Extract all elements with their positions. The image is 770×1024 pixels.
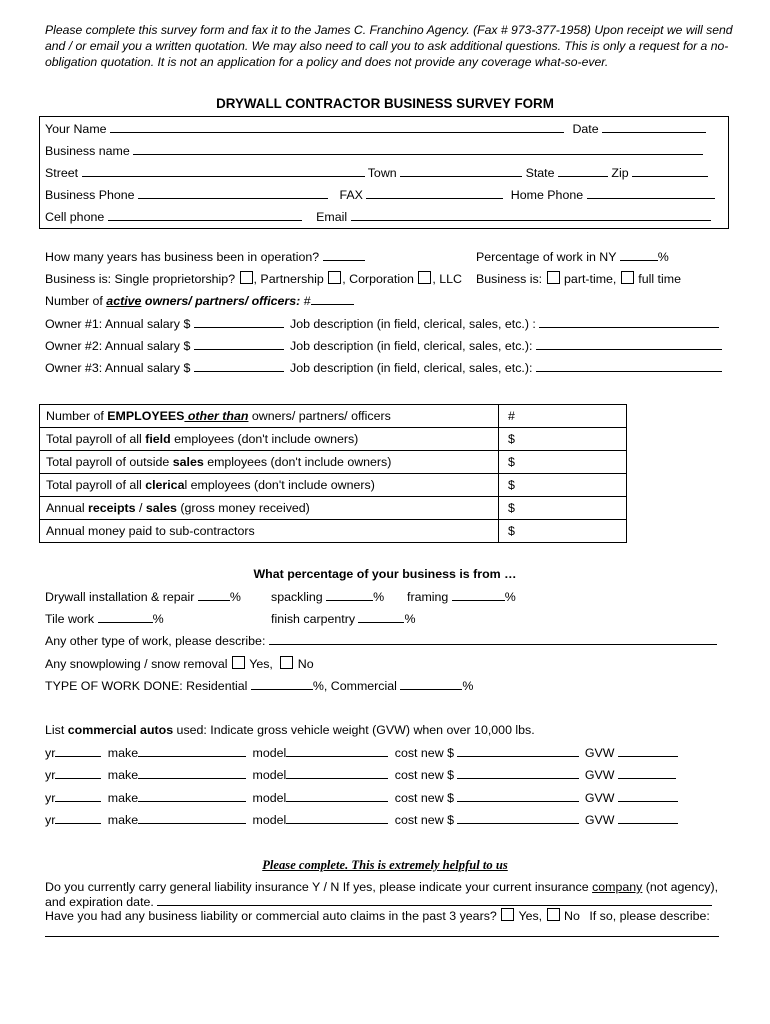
partnership-label: , Partnership <box>253 272 324 286</box>
home-phone-field[interactable] <box>587 187 715 199</box>
clerical-payroll-label: Total payroll of all clerical employees (don't include owners) <box>40 474 499 497</box>
gl-question: Do you currently carry general liability insurance Y / N If yes, please indicate your current insurance company (not agency), <box>45 880 719 894</box>
pct-symbol: % <box>462 679 474 693</box>
sole-prop-checkbox[interactable] <box>240 271 253 284</box>
business-type-row <box>45 271 462 286</box>
residential-field[interactable] <box>251 678 313 690</box>
snow-no-label: No <box>297 657 314 671</box>
pct-symbol: % <box>404 612 416 626</box>
expiration-field[interactable] <box>157 894 712 906</box>
gvw-field[interactable] <box>618 767 676 779</box>
num-owners-pre: Number of <box>45 294 107 308</box>
yr-label: yr <box>45 813 56 827</box>
employees-table <box>39 404 627 543</box>
home-phone-label: Home Phone <box>510 188 584 202</box>
owner-job-row <box>290 338 722 353</box>
cell-row <box>45 209 711 224</box>
spackling-label: spackling <box>271 590 323 604</box>
framing-row <box>407 589 516 604</box>
claims-no-checkbox[interactable] <box>547 908 560 921</box>
gvw-label: GVW <box>584 791 615 805</box>
gvw-field[interactable] <box>618 745 678 757</box>
business-name-field[interactable] <box>133 143 703 155</box>
num-owners-field[interactable] <box>311 293 354 305</box>
claims-no-label: No <box>564 909 580 923</box>
owner-salary-field[interactable] <box>194 360 284 372</box>
receipts-label: Annual receipts / sales (gross money received) <box>40 497 499 520</box>
finish-row <box>271 611 416 626</box>
expiration-label: and expiration date. <box>45 895 154 909</box>
snow-no-checkbox[interactable] <box>280 656 293 669</box>
yr-field[interactable] <box>55 790 101 802</box>
owner-job-field[interactable] <box>536 338 722 350</box>
claims-yes-checkbox[interactable] <box>501 908 514 921</box>
part-time-checkbox[interactable] <box>547 271 560 284</box>
form-title: DRYWALL CONTRACTOR BUSINESS SURVEY FORM <box>216 96 554 111</box>
years-question: How many years has business been in operation? <box>45 250 320 264</box>
part-time-label: part-time, <box>564 272 617 286</box>
claims-question: Have you had any business liability or commercial auto claims in the past 3 years? <box>45 909 497 923</box>
subcontractors-field[interactable]: $ <box>499 520 627 543</box>
cost-label: cost new $ <box>394 768 454 782</box>
pct-symbol: % <box>152 612 164 626</box>
spackling-field[interactable] <box>326 589 373 601</box>
date-label: Date <box>572 122 599 136</box>
business-phone-field[interactable] <box>138 187 328 199</box>
drywall-row <box>45 589 241 604</box>
llc-label: , LLC <box>432 272 462 286</box>
owner-job-field[interactable] <box>539 316 719 328</box>
table-row <box>40 520 627 543</box>
snow-yes-label: Yes, <box>249 657 273 671</box>
business-phone-label: Business Phone <box>45 188 135 202</box>
drywall-label: Drywall installation & repair <box>45 590 195 604</box>
num-owners-label: owners/ partners/ officers: <box>141 294 301 308</box>
num-owners-row <box>45 293 354 308</box>
commercial-label: %, Commercial <box>312 679 397 693</box>
email-field[interactable] <box>351 209 711 221</box>
gvw-field[interactable] <box>618 790 678 802</box>
cost-field[interactable] <box>457 745 579 757</box>
model-label: model <box>252 813 287 827</box>
business-is-label: Business is: Single proprietorship? <box>45 272 236 286</box>
num-owners-hash: # <box>300 294 311 308</box>
business-is-label-2: Business is: <box>476 272 543 286</box>
spackling-row <box>271 589 384 604</box>
yr-field[interactable] <box>55 745 101 757</box>
town-field[interactable] <box>400 165 522 177</box>
cost-label: cost new $ <box>394 791 454 805</box>
describe-label: If so, please describe: <box>589 909 710 923</box>
time-row <box>476 271 681 286</box>
drywall-field[interactable] <box>198 589 230 601</box>
your-name-label: Your Name <box>45 122 107 136</box>
describe-field[interactable] <box>45 926 719 937</box>
owner-job-field[interactable] <box>536 360 722 372</box>
auto-row <box>45 767 676 782</box>
model-label: model <box>252 791 287 805</box>
zip-field[interactable] <box>632 165 708 177</box>
yr-field[interactable] <box>55 767 101 779</box>
auto-row <box>45 745 678 760</box>
cell-phone-label: Cell phone <box>45 210 105 224</box>
yr-label: yr <box>45 768 56 782</box>
years-field[interactable] <box>323 249 365 261</box>
owner-salary-label: Owner #3: Annual salary $ <box>45 361 191 375</box>
framing-field[interactable] <box>452 589 505 601</box>
owner-job-row <box>290 360 722 375</box>
owner-job-row <box>290 316 719 331</box>
finish-field[interactable] <box>358 611 404 623</box>
type-label: TYPE OF WORK DONE: Residential <box>45 679 248 693</box>
finish-label: finish carpentry <box>271 612 356 626</box>
owner-job-label: Job description (in field, clerical, sales, etc.) : <box>290 317 536 331</box>
address-row <box>45 165 708 180</box>
autos-intro: List commercial autos used: Indicate gross vehicle weight (GVW) when over 10,000 lbs. <box>45 723 535 737</box>
fax-field[interactable] <box>366 187 503 199</box>
commercial-field[interactable] <box>400 678 462 690</box>
street-label: Street <box>45 166 79 180</box>
model-label: model <box>252 746 287 760</box>
state-label: State <box>525 166 555 180</box>
table-row <box>40 474 627 497</box>
cost-label: cost new $ <box>394 813 454 827</box>
years-row <box>45 249 365 264</box>
cell-phone-field[interactable] <box>108 209 302 221</box>
owner-salary-field[interactable] <box>194 338 284 350</box>
zip-label: Zip <box>611 166 629 180</box>
table-row <box>40 428 627 451</box>
other-label: Any other type of work, please describe: <box>45 634 266 648</box>
pct-symbol: % <box>657 250 669 264</box>
subcontractors-label: Annual money paid to sub-contractors <box>40 520 499 543</box>
state-field[interactable] <box>558 165 608 177</box>
yr-label: yr <box>45 791 56 805</box>
pct-ny-label: Percentage of work in NY <box>476 250 617 264</box>
table-row <box>40 405 627 428</box>
business-name-row <box>45 143 703 158</box>
owner-row <box>45 338 284 353</box>
pct-symbol: % <box>504 590 516 604</box>
gvw-label: GVW <box>584 746 615 760</box>
other-row <box>45 633 717 648</box>
auto-row <box>45 812 678 827</box>
framing-label: framing <box>407 590 449 604</box>
phone-row <box>45 187 715 202</box>
field-payroll-label: Total payroll of all field employees (don't include owners) <box>40 428 499 451</box>
pct-symbol: % <box>229 590 241 604</box>
corporation-label: , Corporation <box>342 272 414 286</box>
owner-salary-label: Owner #1: Annual salary $ <box>45 317 191 331</box>
fax-label: FAX <box>339 188 363 202</box>
snow-row <box>45 656 314 671</box>
model-label: model <box>252 768 287 782</box>
field-payroll-field[interactable]: $ <box>499 428 627 451</box>
other-field[interactable] <box>269 633 717 645</box>
work-question: What percentage of your business is from … <box>253 567 517 581</box>
sales-payroll-label: Total payroll of outside sales employees (don't include owners) <box>40 451 499 474</box>
model-field[interactable] <box>286 767 388 779</box>
model-field[interactable] <box>286 812 388 824</box>
snow-yes-checkbox[interactable] <box>232 656 245 669</box>
yr-label: yr <box>45 746 56 760</box>
business-name-label: Business name <box>45 144 130 158</box>
owner-row <box>45 360 284 375</box>
please-complete-note: Please complete. This is extremely helpful to us <box>262 858 508 872</box>
table-row <box>40 497 627 520</box>
gvw-field[interactable] <box>618 812 678 824</box>
cost-field[interactable] <box>457 767 579 779</box>
receipts-field[interactable]: $ <box>499 497 627 520</box>
make-field[interactable] <box>138 767 246 779</box>
corporation-checkbox[interactable] <box>418 271 431 284</box>
town-label: Town <box>367 166 397 180</box>
snow-label: Any snowplowing / snow removal <box>45 657 228 671</box>
email-label: Email <box>316 210 348 224</box>
owner-job-label: Job description (in field, clerical, sales, etc.): <box>290 361 533 375</box>
cost-field[interactable] <box>457 790 579 802</box>
type-row <box>45 678 473 693</box>
make-label: make <box>107 813 139 827</box>
owner-salary-label: Owner #2: Annual salary $ <box>45 339 191 353</box>
your-name-field[interactable] <box>110 121 564 133</box>
tile-label: Tile work <box>45 612 95 626</box>
gvw-label: GVW <box>584 813 615 827</box>
yr-field[interactable] <box>55 812 101 824</box>
cost-label: cost new $ <box>394 746 454 760</box>
make-field[interactable] <box>138 745 246 757</box>
date-field[interactable] <box>602 121 706 133</box>
employees-count-label: Number of EMPLOYEES other than owners/ partners/ officers <box>40 405 499 428</box>
sales-payroll-field[interactable]: $ <box>499 451 627 474</box>
make-label: make <box>107 768 139 782</box>
owner-job-label: Job description (in field, clerical, sales, etc.): <box>290 339 533 353</box>
num-owners-active: active <box>106 294 142 308</box>
owner-row <box>45 316 284 331</box>
tile-field[interactable] <box>98 611 153 623</box>
partnership-checkbox[interactable] <box>328 271 341 284</box>
street-field[interactable] <box>82 165 365 177</box>
model-field[interactable] <box>286 745 388 757</box>
full-time-label: full time <box>638 272 681 286</box>
auto-row <box>45 790 678 805</box>
gvw-label: GVW <box>584 768 615 782</box>
clerical-payroll-field[interactable]: $ <box>499 474 627 497</box>
expiration-row <box>45 894 712 909</box>
make-field[interactable] <box>138 790 246 802</box>
pct-ny-row <box>476 249 669 264</box>
intro-text: Please complete this survey form and fax it to the James C. Franchino Agency. (Fax # 973-377-1958) Upon receipt we will send and / or email you a written quotation. We may also need to call you to ask additional questions. This is only a request for a no-obligation quotation. It is not an application for a policy and does not provide any coverage what-so-ever. <box>45 23 733 69</box>
cost-field[interactable] <box>457 812 579 824</box>
table-row <box>40 451 627 474</box>
pct-ny-field[interactable] <box>620 249 658 261</box>
employees-count-field[interactable]: # <box>499 405 627 428</box>
make-label: make <box>107 791 139 805</box>
model-field[interactable] <box>286 790 388 802</box>
owner-salary-field[interactable] <box>194 316 284 328</box>
pct-symbol: % <box>373 590 385 604</box>
make-field[interactable] <box>138 812 246 824</box>
name-row <box>45 121 706 136</box>
make-label: make <box>107 746 139 760</box>
full-time-checkbox[interactable] <box>621 271 634 284</box>
tile-row <box>45 611 164 626</box>
claims-yes-label: Yes, <box>518 909 543 923</box>
claims-row <box>45 908 710 923</box>
